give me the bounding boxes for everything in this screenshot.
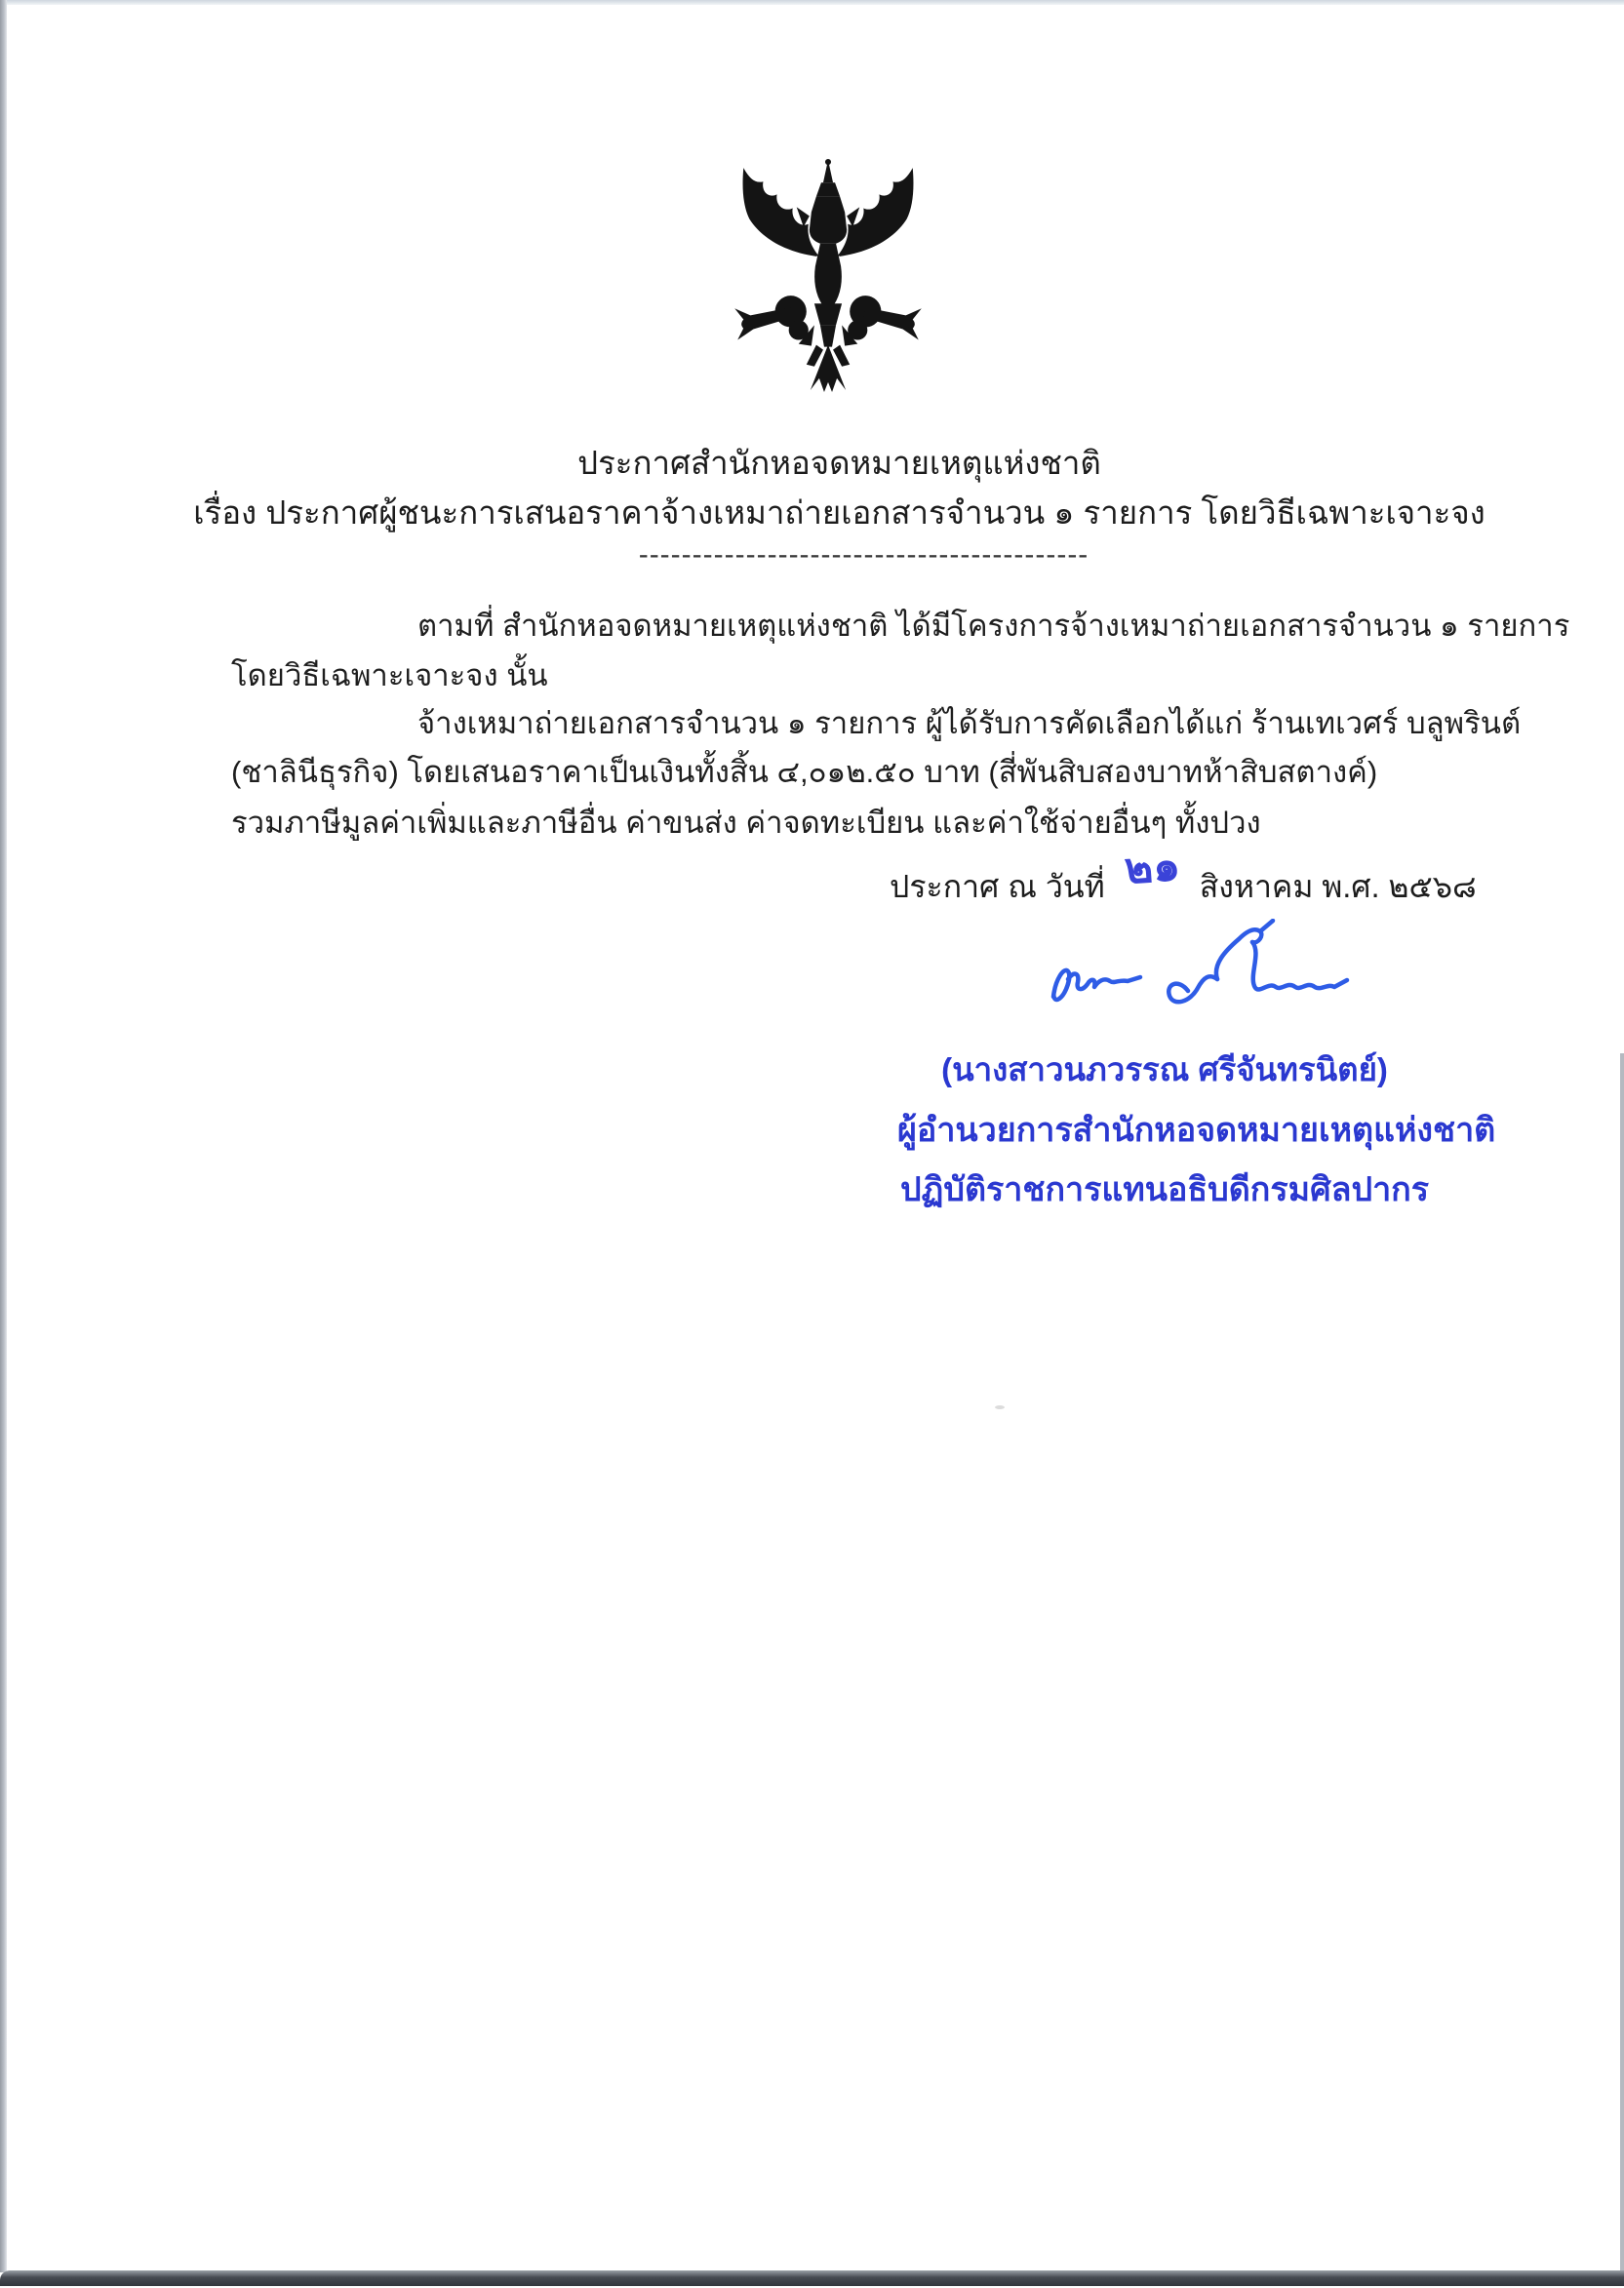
signature-handwriting-icon: [1040, 919, 1367, 1044]
signer-title: ผู้อำนวยการสำนักหอจดหมายเหตุแห่งชาติ: [897, 1112, 1496, 1149]
garuda-emblem-icon: [720, 156, 936, 392]
announcement-date-line: [890, 842, 1477, 912]
scan-edge-bottom: [0, 2270, 1624, 2286]
signer-authority: ปฏิบัติราชการแทนอธิบดีกรมศิลปากร: [899, 1171, 1430, 1208]
scan-smudge: [995, 1405, 1005, 1409]
document-subject: เรื่อง ประกาศผู้ชนะการเสนอราคาจ้างเหมาถ่ายเอกสารจำนวน ๑ รายการ โดยวิธีเฉพาะเจาะจง: [193, 494, 1485, 531]
scan-edge-left: [0, 0, 7, 2272]
document-title: ประกาศสำนักหอจดหมายเหตุแห่งชาติ: [577, 445, 1101, 481]
body-paragraph1-line1: ตามที่ สำนักหอจดหมายเหตุแห่งชาติ ได้มีโครงการจ้างเหมาถ่ายเอกสารจำนวน ๑ รายการ: [417, 609, 1570, 643]
date-prefix: ประกาศ ณ วันที่: [890, 869, 1105, 904]
body-paragraph2-line1: จ้างเหมาถ่ายเอกสารจำนวน ๑ รายการ ผู้ได้รับการคัดเลือกได้แก่ ร้านเทเวศร์ บลูพรินต์: [417, 706, 1522, 740]
handwritten-day: ๒๑: [1123, 842, 1182, 893]
signer-name: (นางสาวนภวรรณ ศรีจันทรนิตย์): [941, 1051, 1388, 1087]
scan-edge-right: [1620, 1053, 1624, 2274]
signer-block: [897, 1044, 1496, 1215]
dashed-divider: ------------------------------------------: [638, 538, 1089, 571]
date-suffix: สิงหาคม พ.ศ. ๒๕๖๘: [1199, 869, 1477, 904]
body-paragraph1-line2: โดยวิธีเฉพาะเจาะจง นั้น: [231, 658, 548, 692]
scan-edge-top: [0, 0, 1624, 5]
body-paragraph2-line2: (ชาลินีธุรกิจ) โดยเสนอราคาเป็นเงินทั้งสิ้น ๔,๐๑๒.๕๐ บาท (สี่พันสิบสองบาทห้าสิบสตางค์): [231, 755, 1378, 789]
body-paragraph2-line3: รวมภาษีมูลค่าเพิ่มและภาษีอื่น ค่าขนส่ง ค่าจดทะเบียน และค่าใช้จ่ายอื่นๆ ทั้งปวง: [231, 806, 1261, 840]
